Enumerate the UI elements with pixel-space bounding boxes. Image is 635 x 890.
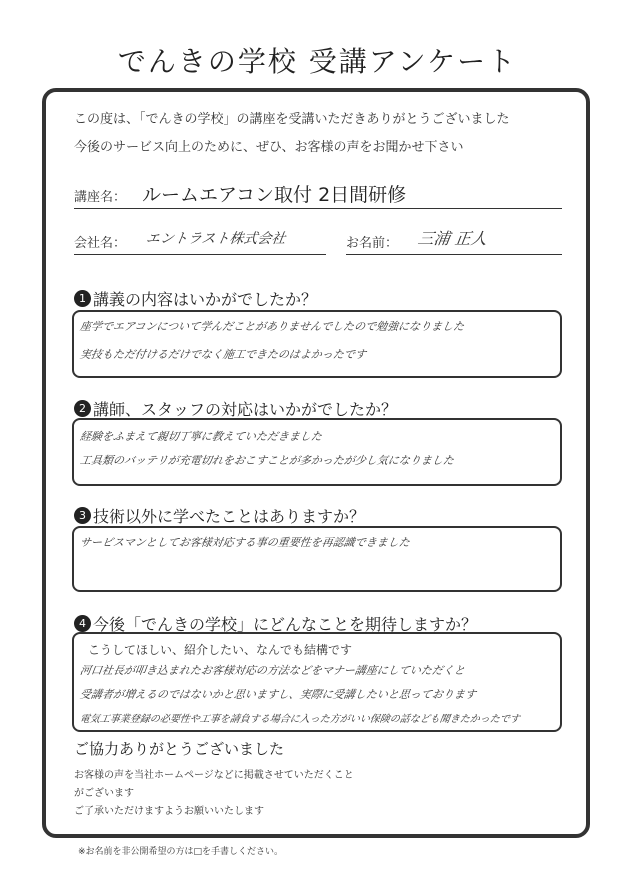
name-value: 三浦 正人 bbox=[416, 229, 489, 248]
answer-3-line-1: サービスマンとしてお客様対応する事の重要性を再認識できました bbox=[79, 536, 411, 549]
name-underline bbox=[346, 254, 562, 255]
answer-2-line-2: 工具類のバッテリが充電切れをおこすことが多かったが少し気になりました bbox=[79, 454, 455, 467]
course-underline bbox=[74, 208, 562, 209]
footnote: ※お名前を非公開希望の方は□を手書しください。 bbox=[78, 847, 284, 857]
question-4-hint: こうしてほしい、紹介したい、なんでも結構です bbox=[88, 643, 353, 657]
answer-2-line-1: 経験をふまえて親切丁寧に教えていただきました bbox=[79, 430, 323, 443]
question-4-number: 4 bbox=[74, 615, 91, 632]
question-4-text: 今後「でんきの学校」にどんなことを期待しますか？ bbox=[93, 615, 478, 634]
question-1-number: 1 bbox=[74, 290, 91, 307]
answer-4-line-1: 河口社長が叩き込まれたお客様対応の方法などをマナー講座にしていただくと bbox=[79, 664, 466, 677]
course-value: ルームエアコン取付 2日間研修 bbox=[142, 184, 407, 206]
thanks-message: ご協力ありがとうございました bbox=[74, 740, 285, 758]
page-title: でんきの学校 受講アンケート bbox=[117, 45, 518, 78]
question-2-text: 講師、スタッフの対応はいかがでしたか？ bbox=[93, 400, 398, 419]
question-1-title bbox=[74, 287, 317, 310]
question-3-number: 3 bbox=[74, 507, 91, 524]
question-2-number: 2 bbox=[74, 400, 91, 417]
name-label: お名前： bbox=[346, 236, 399, 251]
notice-line-2: がございます bbox=[74, 788, 134, 799]
question-3-text: 技術以外に学べたことはありますか？ bbox=[93, 507, 366, 526]
question-3-title bbox=[74, 504, 365, 527]
answer-1-line-1: 座学でエアコンについて学んだことがありませんでしたので勉強になりました bbox=[79, 320, 466, 333]
answer-4-line-2: 受講者が増えるのではないかと思いますし、実際に受講したいと思っております bbox=[79, 688, 477, 701]
company-underline bbox=[74, 254, 326, 255]
intro-line-2: 今後のサービス向上のために、ぜひ、お客様の声をお聞かせ下さい bbox=[74, 140, 464, 155]
company-value: エントラスト株式会社 bbox=[144, 231, 287, 247]
company-label: 会社名： bbox=[74, 236, 127, 251]
notice-line-1: お客様の声を当社ホームページなどに掲載させていただくこと bbox=[74, 770, 354, 781]
notice-line-3: ご了承いただけますようお願いいたします bbox=[74, 806, 264, 817]
answer-4-line-3: 電気工事業登録の必要性や工事を請負する場合に入った方がいい保険の話なども聞きたかったです bbox=[78, 714, 521, 725]
question-2-title bbox=[74, 397, 397, 420]
intro-line-1: この度は、「でんきの学校」の講座を受講いただきありがとうございました bbox=[74, 112, 510, 127]
question-1-text: 講義の内容はいかがでしたか？ bbox=[93, 290, 318, 309]
answer-1-line-2: 実技もただ付けるだけでなく施工できたのはよかったです bbox=[79, 348, 367, 361]
course-label: 講座名： bbox=[74, 190, 127, 205]
